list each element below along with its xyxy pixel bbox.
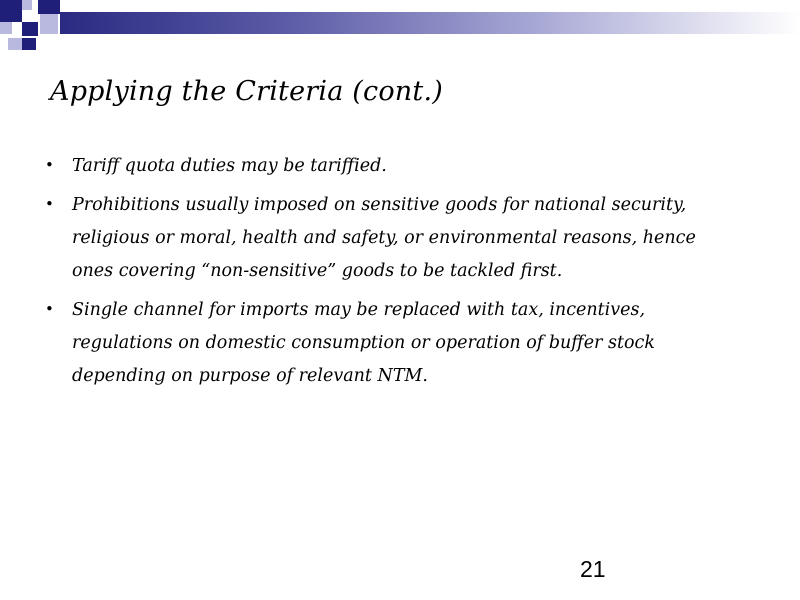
decorative-square [8,38,22,50]
decorative-square [0,0,22,22]
page-number: 21 [580,556,606,582]
decorative-square [40,14,58,34]
header-gradient-band [60,12,800,34]
decorative-square [22,38,36,50]
decorative-square [22,22,38,36]
decorative-square [38,0,60,14]
bullet-dot-icon: • [45,195,54,213]
bullet-dot-icon: • [45,156,54,174]
decorative-square [22,0,32,10]
bullet-item [45,189,735,288]
decorative-square [0,22,12,34]
bullet-text: Prohibitions usually imposed on sensitive goods for national security, religious or moral, health and safety, or environmental reasons, hence ones covering “non-sensitive” goods to be tackled first. [72,195,696,281]
bullet-dot-icon: • [45,300,54,318]
bullet-item [45,294,735,393]
bullet-text: Single channel for imports may be replaced with tax, incentives, regulations on domestic consumption or operation of buffer stock depending on purpose of relevant NTM. [72,300,655,386]
bullet-text: Tariff quota duties may be tariffied. [72,156,387,176]
slide-title: Applying the Criteria (cont.) [50,76,443,107]
bullet-item [45,150,735,183]
bullet-list [45,150,735,399]
